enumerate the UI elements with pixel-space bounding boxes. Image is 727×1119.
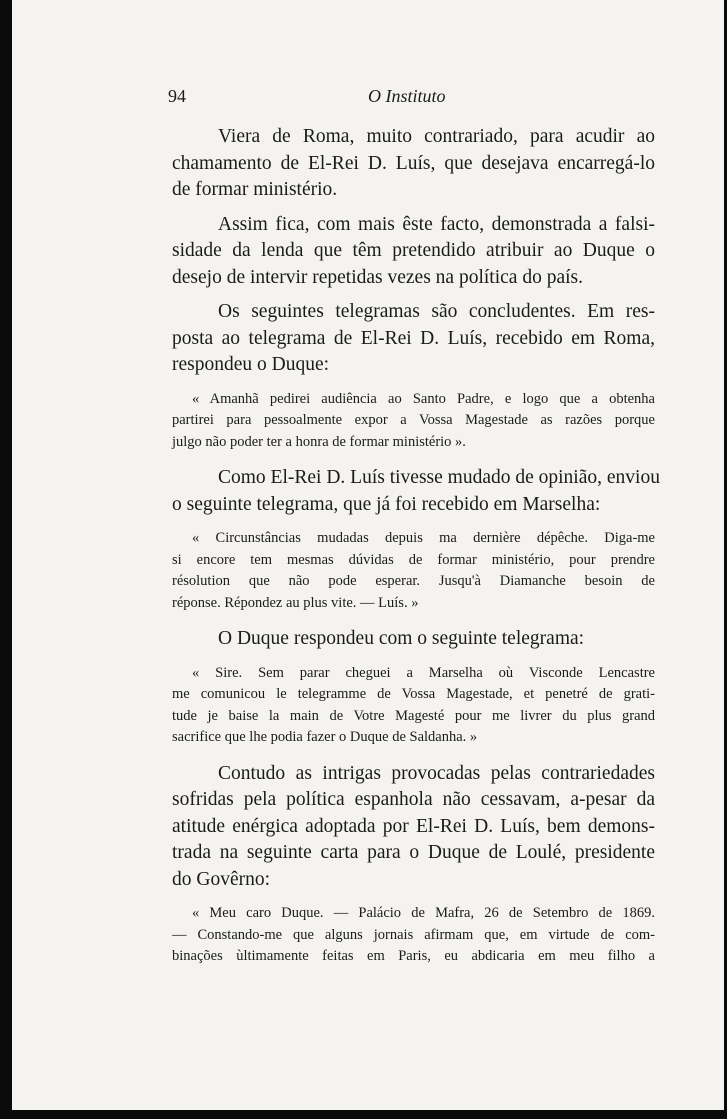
text-line: de formar ministério. bbox=[172, 179, 338, 200]
quote-line: me comunicou le telegramme de Vossa Magestade, et penetré de grati- bbox=[172, 686, 655, 702]
quote-line: « Meu caro Duque. — Palácio de Mafra, 26 de Setembro de 1869. bbox=[192, 905, 655, 921]
text-line: posta ao telegrama de El-Rei D. Luís, recebido em Roma, bbox=[172, 327, 655, 349]
text-line: do Govêrno: bbox=[172, 868, 271, 890]
page-header bbox=[168, 86, 652, 116]
paragraph bbox=[172, 124, 655, 204]
text-line: O Duque respondeu com o seguinte telegrama: bbox=[218, 628, 585, 649]
text-line: desejo de intervir repetidas vezes na política do país. bbox=[172, 266, 583, 288]
quote-line: si encore tem mesmas dúvidas de formar ministério, pour prendre bbox=[172, 551, 655, 568]
page-number: 94 bbox=[168, 86, 186, 106]
text-line: atitude enérgica adoptada por El-Rei D. Luís, bem demons- bbox=[172, 815, 655, 837]
text-line: sofridas pela política espanhola não cessavam, a-pesar da bbox=[172, 789, 655, 810]
text-line: respondeu o Duque: bbox=[172, 354, 330, 375]
running-title: O Instituto bbox=[368, 86, 446, 106]
text-line: Os seguintes telegramas são concludentes. Em res- bbox=[218, 301, 655, 322]
quoted-telegram bbox=[172, 389, 655, 454]
paragraph bbox=[172, 761, 655, 894]
text-line: Contudo as intrigas provocadas pelas contrariedades bbox=[218, 762, 655, 784]
quote-line: résolution que não pode esperar. Jusqu'à Diamanche besoin de bbox=[172, 573, 655, 589]
text-line: Viera de Roma, muito contrariado, para acudir ao bbox=[218, 126, 655, 147]
text-line: sidade da lenda que têm pretendido atribuir ao Duque o bbox=[172, 240, 655, 261]
quote-line: tude je baise la main de Votre Magesté pour me livrer du plus grand bbox=[172, 707, 655, 724]
text-line: trada na seguinte carta para o Duque de Loulé, presidente bbox=[172, 842, 655, 863]
paragraph bbox=[172, 299, 655, 379]
quoted-telegram bbox=[172, 663, 655, 749]
paragraph bbox=[172, 626, 655, 653]
quote-line: sacrifice que lhe podia fazer o Duque de Saldanha. » bbox=[172, 729, 478, 745]
text-line: Como El-Rei D. Luís tivesse mudado de opinião, enviou bbox=[218, 467, 660, 488]
text-line: chamamento de El-Rei D. Luís, que desejava encarregá-lo bbox=[172, 152, 655, 174]
quote-line: « Sire. Sem parar cheguei a Marselha où Visconde Lencastre bbox=[192, 664, 655, 681]
quote-line: partirei para pessoalmente expor a Vossa Magestade as razões porque bbox=[172, 412, 655, 428]
paragraph bbox=[172, 212, 655, 292]
text-line: Assim fica, com mais êste facto, demonstrada a falsi- bbox=[218, 213, 655, 235]
quoted-letter bbox=[172, 903, 655, 968]
paragraph bbox=[172, 465, 660, 518]
quoted-telegram bbox=[172, 528, 655, 614]
text-line: o seguinte telegrama, que já foi recebido em Marselha: bbox=[172, 493, 601, 515]
quote-line: julgo não poder ter a honra de formar ministério ». bbox=[172, 433, 466, 450]
quote-line: « Circunstâncias mudadas depuis ma dernière dépêche. Diga-me bbox=[192, 530, 655, 546]
quote-line: — Constando-me que alguns jornais afirmam que, em virtude de com- bbox=[172, 926, 655, 943]
quote-line: binações ùltimamente feitas em Paris, eu abdicaria em meu filho a bbox=[172, 948, 655, 964]
quote-line: « Amanhã pedirei audiência ao Santo Padre, e logo que a obtenha bbox=[192, 390, 655, 407]
page-text bbox=[172, 124, 660, 968]
quote-line: réponse. Répondez au plus vite. — Luís. » bbox=[172, 594, 419, 611]
